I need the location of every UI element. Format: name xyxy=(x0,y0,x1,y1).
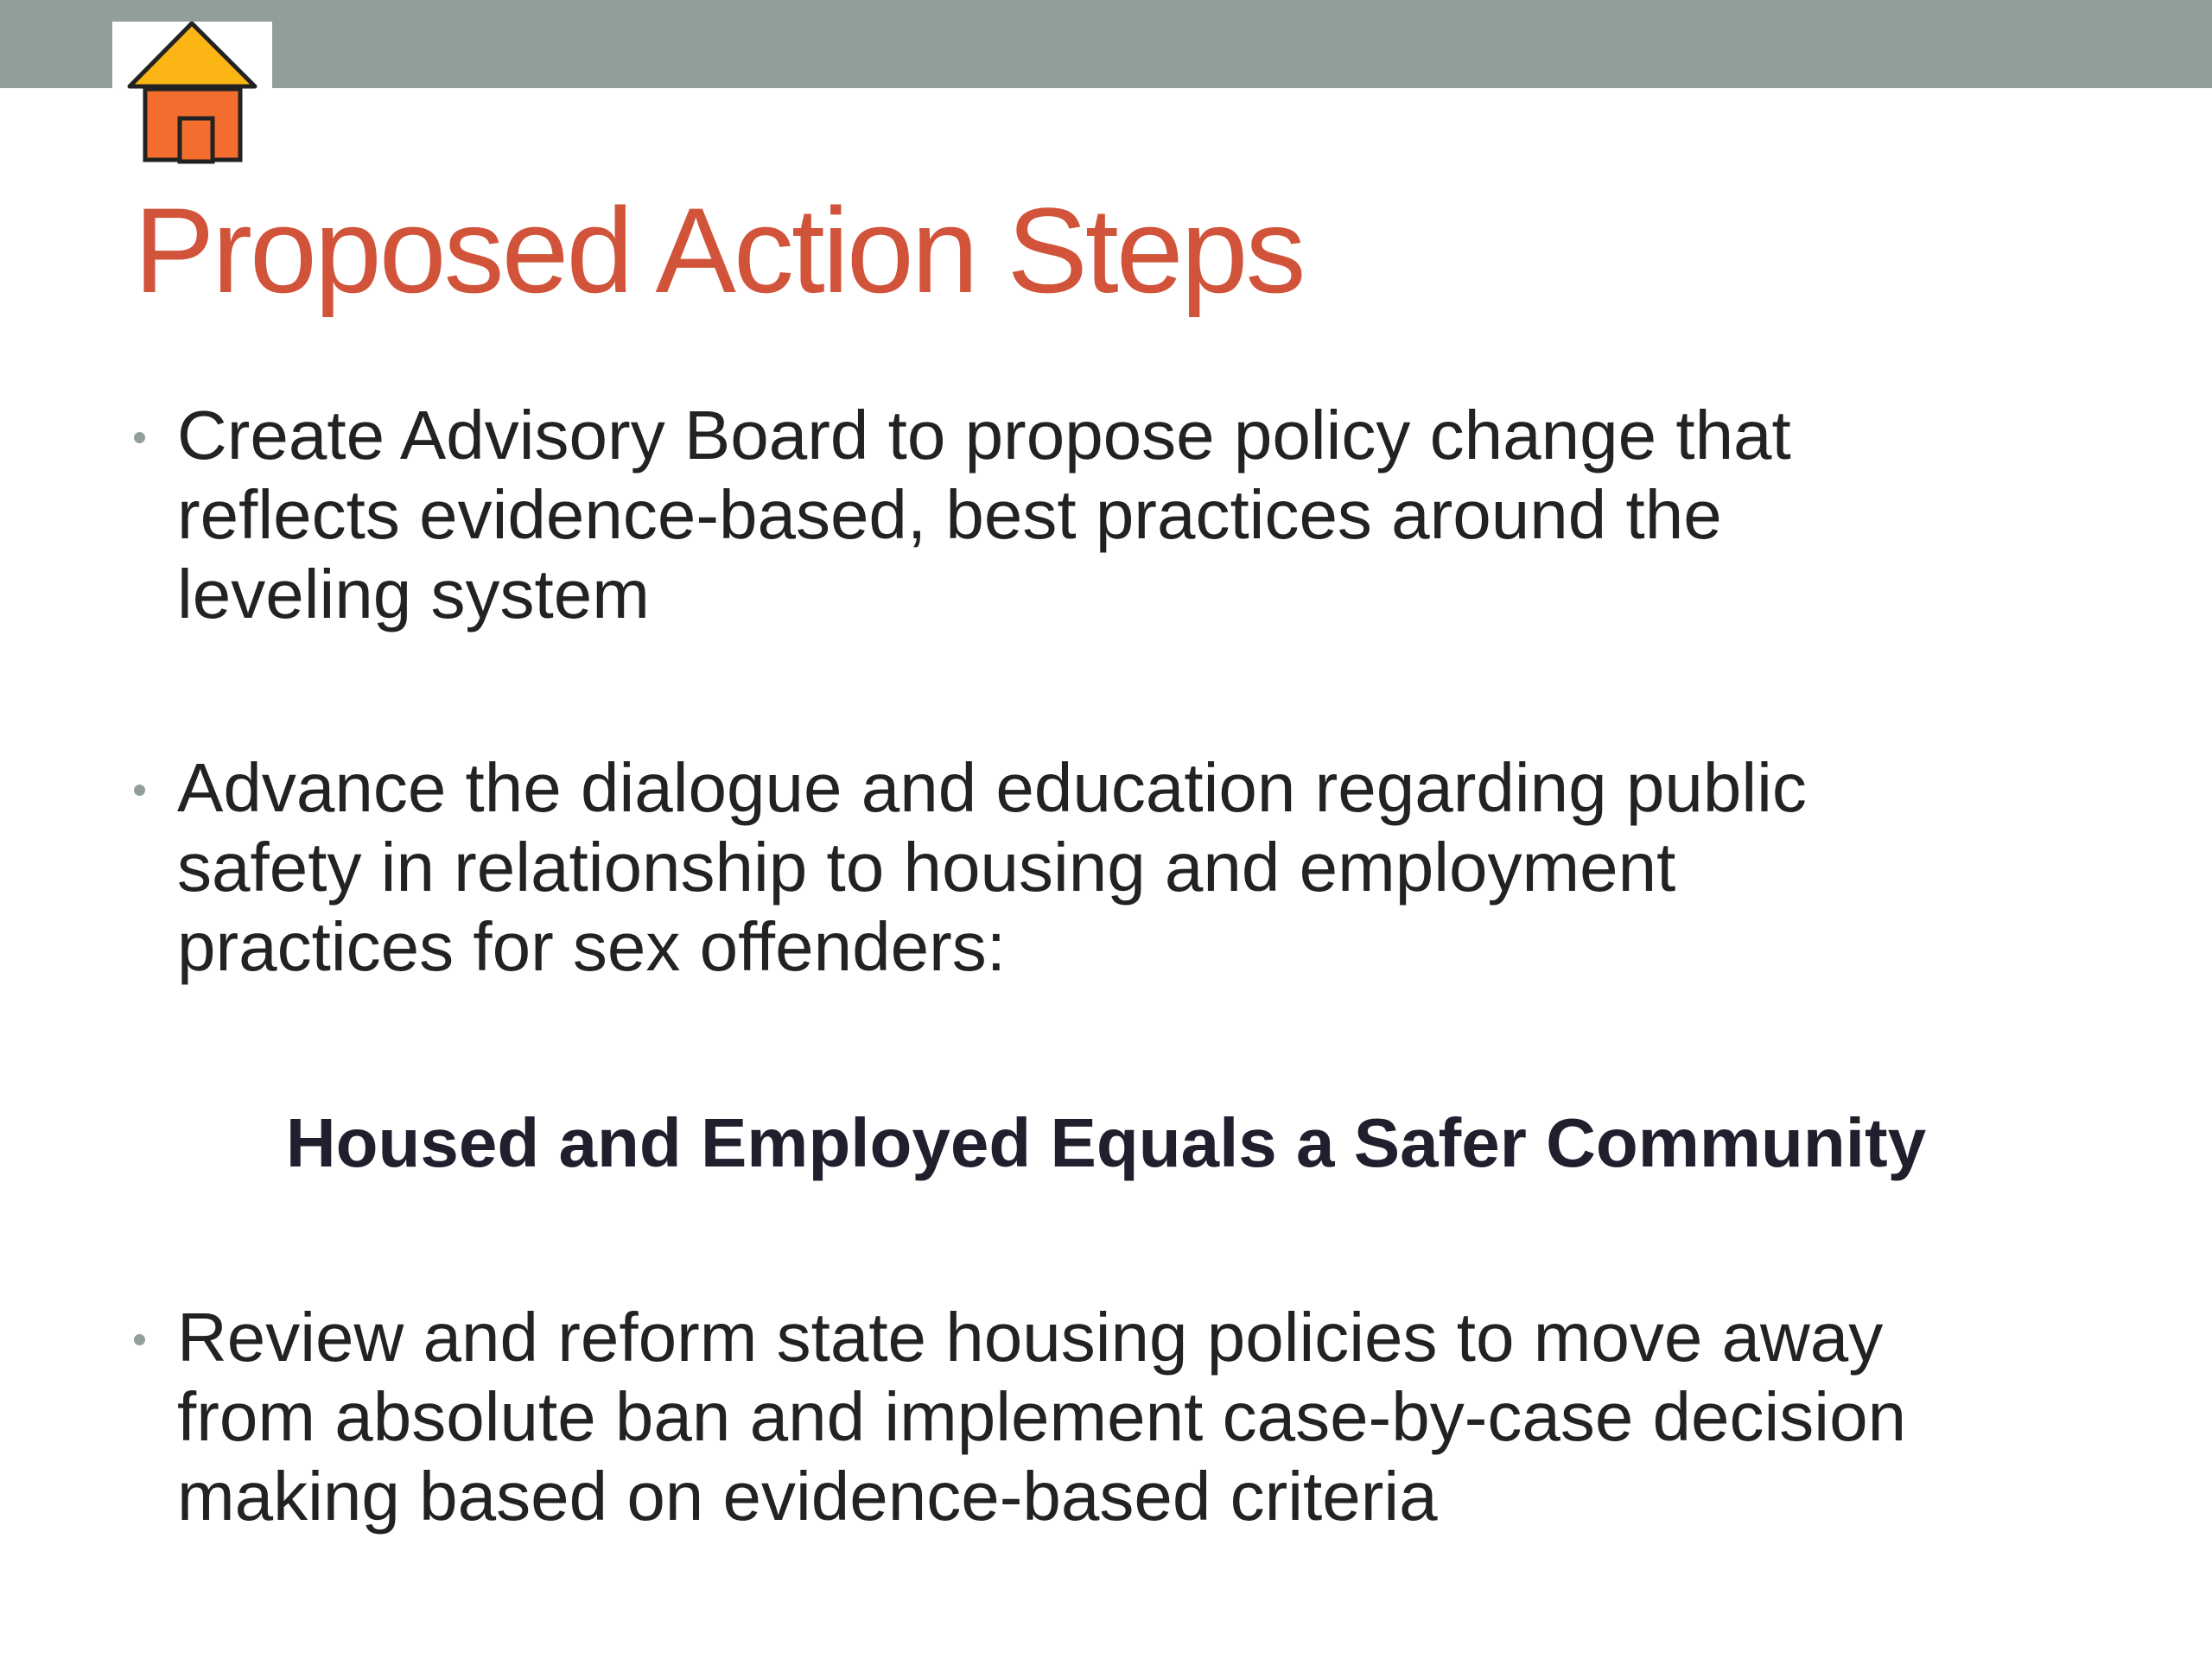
bullet-line: reflects evidence-based, best practices around the xyxy=(177,476,1722,553)
bullet-line: making based on evidence-based criteria xyxy=(177,1458,1438,1535)
bullet-line: Review and reform state housing policies to move away xyxy=(177,1299,1884,1376)
bullet-dot-icon xyxy=(134,432,145,443)
bullet-line: from absolute ban and implement case-by-case decision xyxy=(177,1378,1907,1455)
slide-title: Proposed Action Steps xyxy=(134,182,1304,318)
bullet-dot-icon xyxy=(134,785,145,796)
bullet-dot-icon xyxy=(134,1334,145,1345)
header-bar xyxy=(0,0,2212,88)
home-icon xyxy=(112,22,272,173)
bullet-text xyxy=(177,1298,2164,1536)
bullet-line: Create Advisory Board to propose policy change that xyxy=(177,397,1791,474)
bullet-line: practices for sex offenders: xyxy=(177,908,1006,985)
bullet-line: leveling system xyxy=(177,556,650,632)
callout-statement: Housed and Employed Equals a Safer Community xyxy=(285,1104,1927,1181)
bullet-text xyxy=(177,396,2164,634)
bullet-line: Advance the dialogue and education regarding public xyxy=(177,749,1807,826)
bullet-line: safety in relationship to housing and employment xyxy=(177,829,1676,906)
bullet-text xyxy=(177,748,2164,987)
home-button[interactable] xyxy=(112,22,272,173)
